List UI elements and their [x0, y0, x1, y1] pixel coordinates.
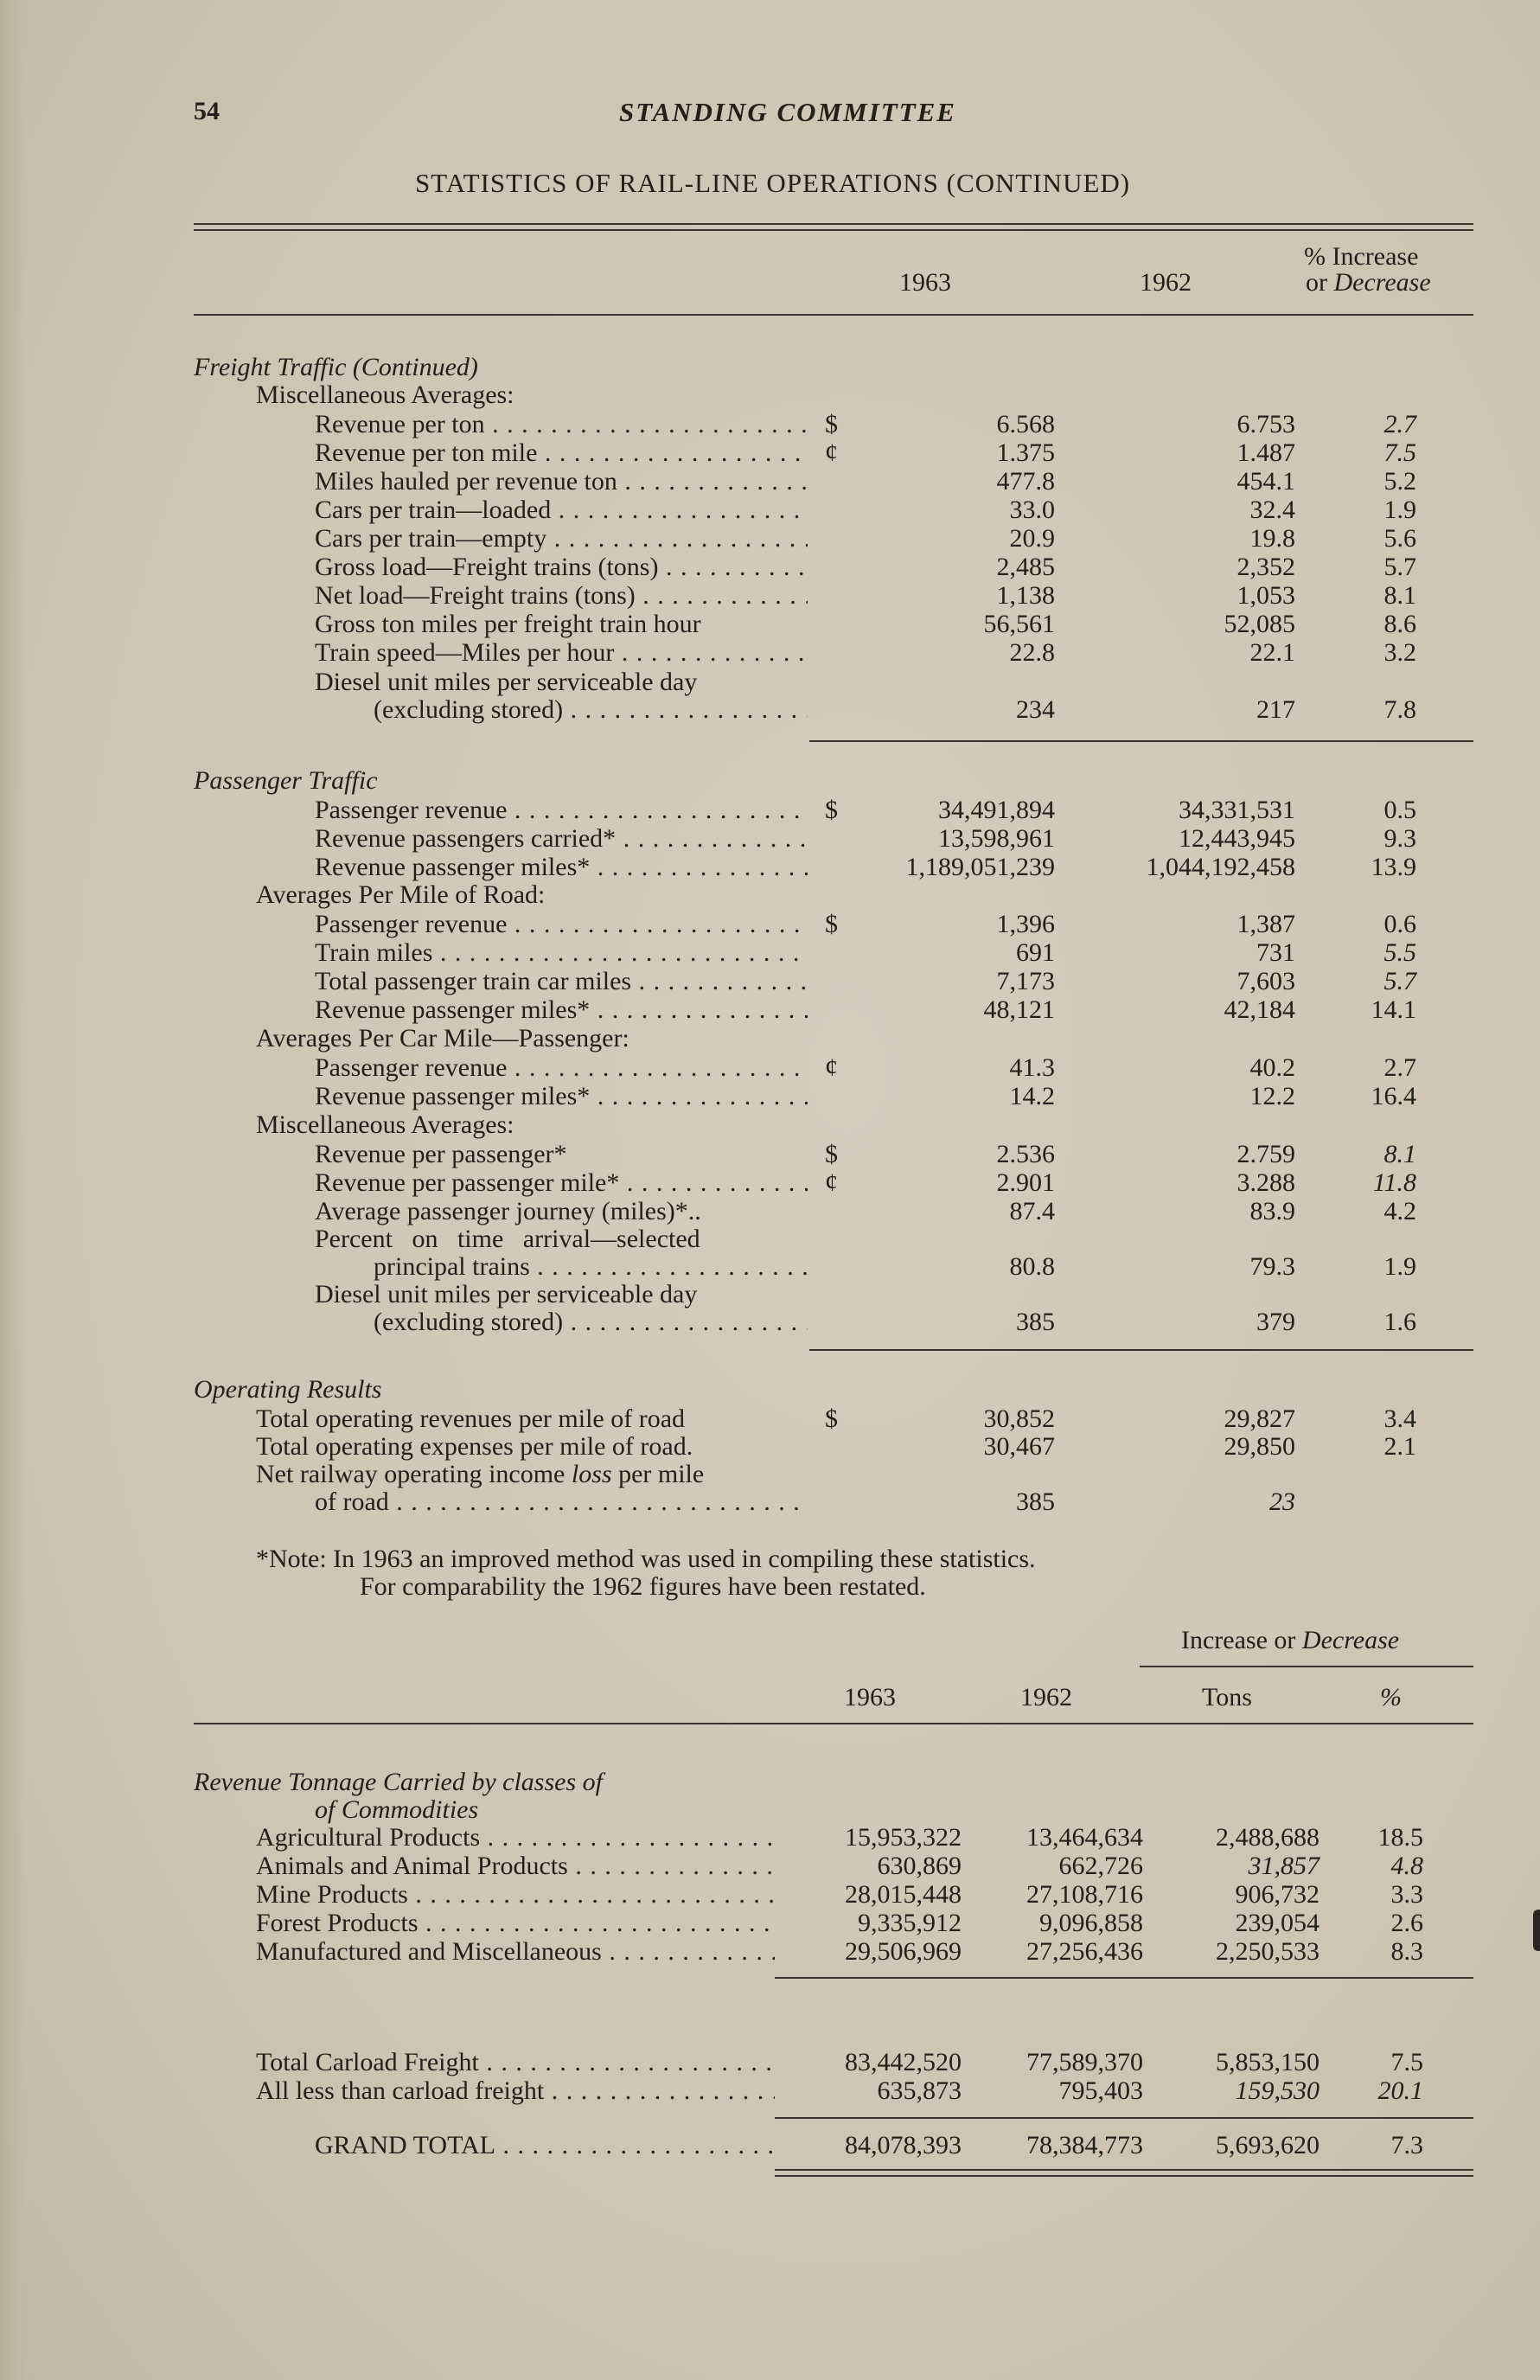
grand-total-rule [775, 2169, 1473, 2171]
value-pct: 7.3 [1390, 2131, 1423, 2159]
row-label: Percent on time arrival—selected [315, 1225, 700, 1253]
value-1963: 691 [1016, 938, 1055, 967]
value-1962: 379 [1256, 1308, 1295, 1336]
value-1963: 83,442,520 [845, 2048, 962, 2076]
value-1963: 2,485 [996, 553, 1055, 581]
value-1962: 3.288 [1236, 1168, 1295, 1197]
value-1963: 56,561 [983, 610, 1055, 638]
value-pct: 20.1 [1377, 2076, 1423, 2105]
value-1962: 454.1 [1236, 467, 1295, 496]
row-label: Average passenger journey (miles)*.. [315, 1197, 701, 1225]
footnote: *Note: In 1963 an improved method was used in compiling these statistics. [256, 1545, 1036, 1573]
value-pct: 4.2 [1383, 1197, 1416, 1225]
row-label: Train speed—Miles per hour . . . [315, 638, 808, 668]
table1-header-rule [194, 314, 1473, 316]
value-tons: 239,054 [1235, 1909, 1320, 1937]
value-1963: 1,189,051,239 [905, 853, 1055, 881]
row-label: (excluding stored) . . . [374, 695, 808, 725]
col-tons-header: Tons [1202, 1683, 1252, 1711]
value-pct: 5.7 [1383, 553, 1416, 581]
value-pct: 5.5 [1383, 938, 1416, 967]
row-label: Passenger revenue . . . [315, 1053, 808, 1083]
value-1963: 48,121 [983, 995, 1055, 1024]
subheading-misc-averages-passenger: Miscellaneous Averages: [256, 1110, 514, 1139]
value-pct: 2.7 [1383, 410, 1416, 438]
row-label: Agricultural Products . . . [256, 1823, 775, 1852]
value-1962: 27,108,716 [1026, 1880, 1143, 1909]
value-1962: 23 [1269, 1488, 1295, 1516]
value-pct: 0.6 [1383, 910, 1416, 938]
row-label: Forest Products . . . [256, 1909, 775, 1938]
value-1962: 40.2 [1249, 1053, 1295, 1082]
value-1962: 77,589,370 [1026, 2048, 1143, 2076]
value-pct: 14.1 [1371, 995, 1416, 1024]
value-1963: 20.9 [1009, 524, 1055, 553]
value-1962: 78,384,773 [1026, 2131, 1143, 2159]
row-label: Revenue passenger miles* . . . [315, 1082, 808, 1111]
value-1963: 635,873 [877, 2076, 962, 2105]
col-pct-header: % [1380, 1683, 1402, 1711]
subtotal-rule [775, 1977, 1473, 1979]
row-label: Revenue per ton . . . [315, 410, 808, 439]
value-1963: 1.375 [996, 438, 1055, 467]
section-heading-passenger: Passenger Traffic [194, 766, 378, 795]
value-1963: 14.2 [1009, 1082, 1055, 1110]
group-header-rule [1140, 1666, 1473, 1667]
col-1963-header: 1963 [899, 268, 951, 297]
value-1963: 2.901 [996, 1168, 1055, 1197]
table2-header-rule [194, 1723, 1473, 1724]
value-1963: 30,852 [983, 1404, 1055, 1433]
value-1962: 795,403 [1058, 2076, 1143, 2105]
value-1962: 1.487 [1236, 438, 1295, 467]
value-1963: 477.8 [996, 467, 1055, 496]
value-1962: 9,096,858 [1039, 1909, 1143, 1937]
value-1963: 1,138 [996, 581, 1055, 610]
row-label: Revenue per passenger mile* . . . [315, 1168, 808, 1198]
value-1963: 30,467 [983, 1432, 1055, 1461]
value-pct: 8.3 [1390, 1937, 1423, 1966]
row-label: Revenue passengers carried* . . . [315, 824, 808, 854]
table1-top-rule [194, 223, 1473, 225]
value-1963: 41.3 [1009, 1053, 1055, 1082]
value-1962: 1,044,192,458 [1146, 853, 1295, 881]
value-1962: 32.4 [1249, 496, 1295, 524]
value-pct: 3.4 [1383, 1404, 1416, 1433]
section-heading-tonnage-2: of Commodities [315, 1795, 479, 1824]
unit-symbol: ¢ [825, 1168, 838, 1197]
row-label: Diesel unit miles per serviceable day [315, 1280, 698, 1308]
value-pct: 1.9 [1383, 496, 1416, 524]
value-1962: 7,603 [1236, 967, 1295, 995]
value-tons: 5,693,620 [1216, 2131, 1320, 2159]
row-label: Revenue passenger miles* . . . [315, 995, 808, 1025]
section-heading-freight: Freight Traffic (Continued) [194, 353, 478, 381]
value-pct: 4.8 [1390, 1852, 1423, 1880]
value-1963: 15,953,322 [845, 1823, 962, 1852]
unit-symbol: $ [825, 910, 838, 938]
value-pct: 2.1 [1383, 1432, 1416, 1461]
row-label: Revenue passenger miles* . . . [315, 853, 808, 882]
row-label: Total operating revenues per mile of road [256, 1404, 686, 1433]
row-label: Cars per train—empty . . . [315, 524, 808, 553]
page-number: 54 [194, 97, 220, 125]
value-pct: 9.3 [1383, 824, 1416, 853]
value-1963: 9,335,912 [858, 1909, 962, 1937]
row-label: Revenue per ton mile . . . [315, 438, 808, 468]
value-1962: 2,352 [1236, 553, 1295, 581]
group-header-increase-decrease: Increase or Decrease [1181, 1626, 1400, 1654]
value-1962: 217 [1256, 695, 1295, 724]
value-pct: 7.5 [1390, 2048, 1423, 2076]
value-1962: 29,827 [1224, 1404, 1295, 1433]
row-label: Net load—Freight trains (tons) . . . [315, 581, 808, 611]
value-1963: 33.0 [1009, 496, 1055, 524]
row-label: Gross load—Freight trains (tons) . . . [315, 553, 808, 582]
col-1962-header: 1962 [1020, 1683, 1072, 1711]
row-label: Manufactured and Miscellaneous . . . [256, 1937, 775, 1967]
section-rule [809, 1349, 1473, 1351]
value-1962: 13,464,634 [1026, 1823, 1143, 1852]
unit-symbol: $ [825, 796, 838, 824]
section-heading-operating: Operating Results [194, 1375, 382, 1404]
value-1963: 13,598,961 [938, 824, 1055, 853]
value-pct: 3.3 [1390, 1880, 1423, 1909]
value-pct: 7.8 [1383, 695, 1416, 724]
unit-symbol: ¢ [825, 1053, 838, 1082]
value-tons: 159,530 [1235, 2076, 1320, 2105]
value-pct: 2.6 [1390, 1909, 1423, 1937]
value-1962: 1,053 [1236, 581, 1295, 610]
value-pct: 8.1 [1383, 581, 1416, 610]
col-1963-header: 1963 [844, 1683, 896, 1711]
running-head: STANDING COMMITTEE [619, 97, 956, 127]
value-pct: 0.5 [1383, 796, 1416, 824]
value-1962: 29,850 [1224, 1432, 1295, 1461]
row-label: of road . . . [315, 1488, 808, 1517]
grand-total-rule-2 [775, 2175, 1473, 2177]
value-pct: 8.6 [1383, 610, 1416, 638]
value-1962: 2.759 [1236, 1140, 1295, 1168]
col-pct-header-1: % Increase [1304, 242, 1419, 271]
value-1963: 1,396 [996, 910, 1055, 938]
value-1963: 34,491,894 [938, 796, 1055, 824]
value-tons: 906,732 [1235, 1880, 1320, 1909]
value-1963: 6.568 [996, 410, 1055, 438]
value-pct: 5.7 [1383, 967, 1416, 995]
subheading-misc-averages: Miscellaneous Averages: [256, 381, 514, 409]
value-1963: 87.4 [1009, 1197, 1055, 1225]
value-pct: 18.5 [1377, 1823, 1423, 1852]
value-tons: 31,857 [1248, 1852, 1320, 1880]
value-pct: 5.2 [1383, 467, 1416, 496]
subheading-per-mile: Averages Per Mile of Road: [256, 880, 546, 909]
value-1962: 27,256,436 [1026, 1937, 1143, 1966]
value-1962: 662,726 [1058, 1852, 1143, 1880]
row-label: Gross ton miles per freight train hour [315, 610, 701, 638]
value-1962: 19.8 [1249, 524, 1295, 553]
value-pct: 5.6 [1383, 524, 1416, 553]
table1-top-rule-2 [194, 229, 1473, 231]
row-label: All less than carload freight . . . [256, 2076, 775, 2106]
unit-symbol: ¢ [825, 438, 838, 467]
value-1963: 22.8 [1009, 638, 1055, 667]
value-pct: 2.7 [1383, 1053, 1416, 1082]
row-label: Total passenger train car miles . . . [315, 967, 808, 996]
value-tons: 2,488,688 [1216, 1823, 1320, 1852]
value-pct: 3.2 [1383, 638, 1416, 667]
subheading-per-car-mile: Averages Per Car Mile—Passenger: [256, 1024, 629, 1052]
value-1962: 83.9 [1249, 1197, 1295, 1225]
value-pct: 11.8 [1372, 1168, 1416, 1197]
row-label: Total Carload Freight . . . [256, 2048, 775, 2077]
row-label: (excluding stored) . . . [374, 1308, 808, 1337]
value-1963: 28,015,448 [845, 1880, 962, 1909]
binding-mark [1533, 1910, 1540, 1951]
row-label: Revenue per passenger* [315, 1140, 567, 1168]
value-pct: 1.6 [1383, 1308, 1416, 1336]
value-tons: 2,250,533 [1216, 1937, 1320, 1966]
row-label: Miles hauled per revenue ton . . . [315, 467, 808, 496]
value-1963: 29,506,969 [845, 1937, 962, 1966]
row-label: Net railway operating income loss per mile [256, 1460, 705, 1488]
value-1963: 80.8 [1009, 1252, 1055, 1281]
value-1962: 34,331,531 [1179, 796, 1295, 824]
value-1962: 42,184 [1224, 995, 1295, 1024]
value-pct: 13.9 [1371, 853, 1416, 881]
col-pct-header-2: or Decrease [1306, 268, 1431, 297]
value-1963: 7,173 [996, 967, 1055, 995]
page-edge-shadow [0, 0, 24, 2380]
section-rule [809, 740, 1473, 742]
value-1963: 385 [1016, 1308, 1055, 1336]
row-label: Cars per train—loaded . . . [315, 496, 808, 525]
section-heading-tonnage: Revenue Tonnage Carried by classes of [194, 1768, 603, 1796]
row-label: Animals and Animal Products . . . [256, 1852, 775, 1881]
row-label: Diesel unit miles per serviceable day [315, 668, 698, 696]
unit-symbol: $ [825, 1140, 838, 1168]
value-1962: 12.2 [1249, 1082, 1295, 1110]
value-1963: 234 [1016, 695, 1055, 724]
value-1963: 84,078,393 [845, 2131, 962, 2159]
unit-symbol: $ [825, 410, 838, 438]
row-label: Passenger revenue . . . [315, 796, 808, 825]
row-label: Total operating expenses per mile of road. [256, 1432, 693, 1461]
value-tons: 5,853,150 [1216, 2048, 1320, 2076]
table-title: STATISTICS OF RAIL-LINE OPERATIONS (CONTINUED) [415, 168, 1131, 198]
row-label: Mine Products . . . [256, 1880, 775, 1910]
value-1962: 22.1 [1249, 638, 1295, 667]
col-1962-header: 1962 [1140, 268, 1192, 297]
value-1962: 6.753 [1236, 410, 1295, 438]
value-1963: 385 [1016, 1488, 1055, 1516]
value-1963: 2.536 [996, 1140, 1055, 1168]
value-1962: 52,085 [1224, 610, 1295, 638]
value-pct: 7.5 [1383, 438, 1416, 467]
value-1963: 630,869 [877, 1852, 962, 1880]
value-pct: 1.9 [1383, 1252, 1416, 1281]
value-1962: 79.3 [1249, 1252, 1295, 1281]
row-label: principal trains . . . [374, 1252, 808, 1282]
value-1962: 731 [1256, 938, 1295, 967]
unit-symbol: $ [825, 1404, 838, 1433]
row-label: GRAND TOTAL . . . [315, 2131, 775, 2160]
row-label: Train miles . . . [315, 938, 808, 968]
value-1962: 12,443,945 [1179, 824, 1295, 853]
footnote: For comparability the 1962 figures have been restated. [360, 1572, 926, 1601]
value-1962: 1,387 [1236, 910, 1295, 938]
value-pct: 16.4 [1371, 1082, 1416, 1110]
total-rule [775, 2117, 1473, 2119]
row-label: Passenger revenue . . . [315, 910, 808, 939]
value-pct: 8.1 [1383, 1140, 1416, 1168]
